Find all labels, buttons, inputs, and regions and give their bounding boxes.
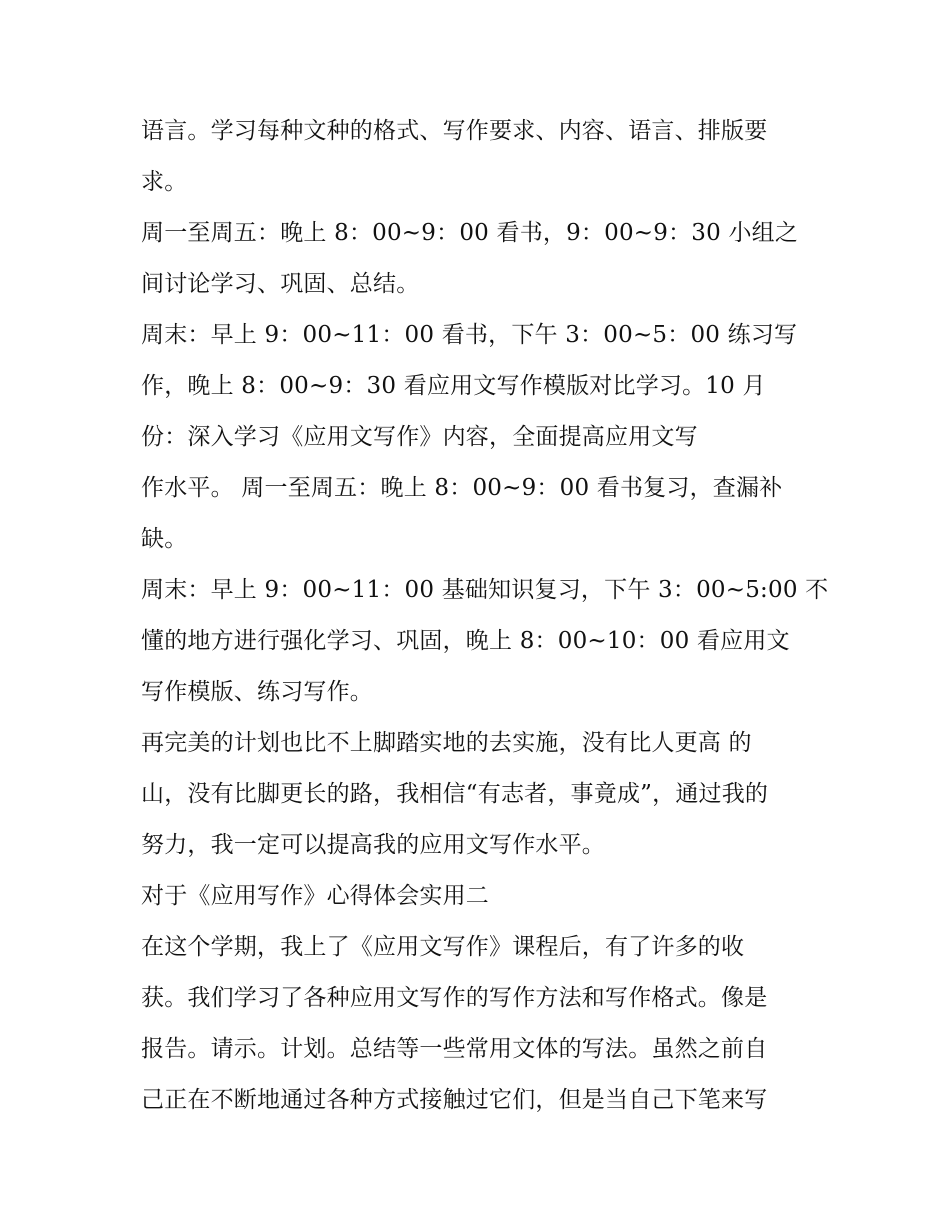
text-line: 再完美的计划也比不上脚踏实地的去实施，没有比人更高 的 [141, 730, 752, 756]
text-line: 语言。学习每种文种的格式、写作要求、内容、语言、排版要 [141, 118, 768, 144]
text-line: 获。我们学习了各种应用文写作的写作方法和写作格式。像是 [141, 985, 768, 1011]
text-line: 缺。 [141, 526, 188, 552]
text-line: 努力，我一定可以提高我的应用文写作水平。 [141, 832, 605, 858]
text-line: 山，没有比脚更长的路，我相信“有志者，事竟成”，通过我的 [141, 781, 769, 807]
text-line: 份：深入学习《应用文写作》内容，全面提高应用文写 [141, 424, 698, 450]
text-line: 间讨论学习、巩固、总结。 [141, 271, 420, 297]
document-body [141, 106, 829, 1126]
text-line: 周末：早上 9：00~11：00 看书，下午 3：00~5：00 练习写 [141, 322, 798, 348]
text-line: 在这个学期，我上了《应用文写作》课程后，有了许多的收 [141, 934, 745, 960]
text-line: 写作模版、练习写作。 [141, 679, 373, 705]
text-line: 求。 [141, 169, 188, 195]
text-line: 己正在不断地通过各种方式接触过它们，但是当自己下笔来写 [141, 1087, 768, 1113]
text-line: 懂的地方进行强化学习、巩固，晚上 8：00~10：00 看应用文 [141, 628, 790, 654]
text-line: 作，晚上 8：00~9：30 看应用文写作模版对比学习。10 月 [141, 373, 766, 399]
text-line: 作水平。 周一至周五：晚上 8：00~9：00 看书复习，查漏补 [141, 475, 783, 501]
text-line: 周末：早上 9：00~11：00 基础知识复习，下午 3：00~5:00 不 [141, 577, 829, 603]
text-line: 报告。请示。计划。总结等一些常用文体的写法。虽然之前自 [141, 1036, 768, 1062]
section-heading: 对于《应用写作》心得体会实用二 [141, 883, 489, 909]
text-line: 周一至周五：晚上 8：00~9：00 看书，9：00~9：30 小组之 [141, 220, 799, 246]
